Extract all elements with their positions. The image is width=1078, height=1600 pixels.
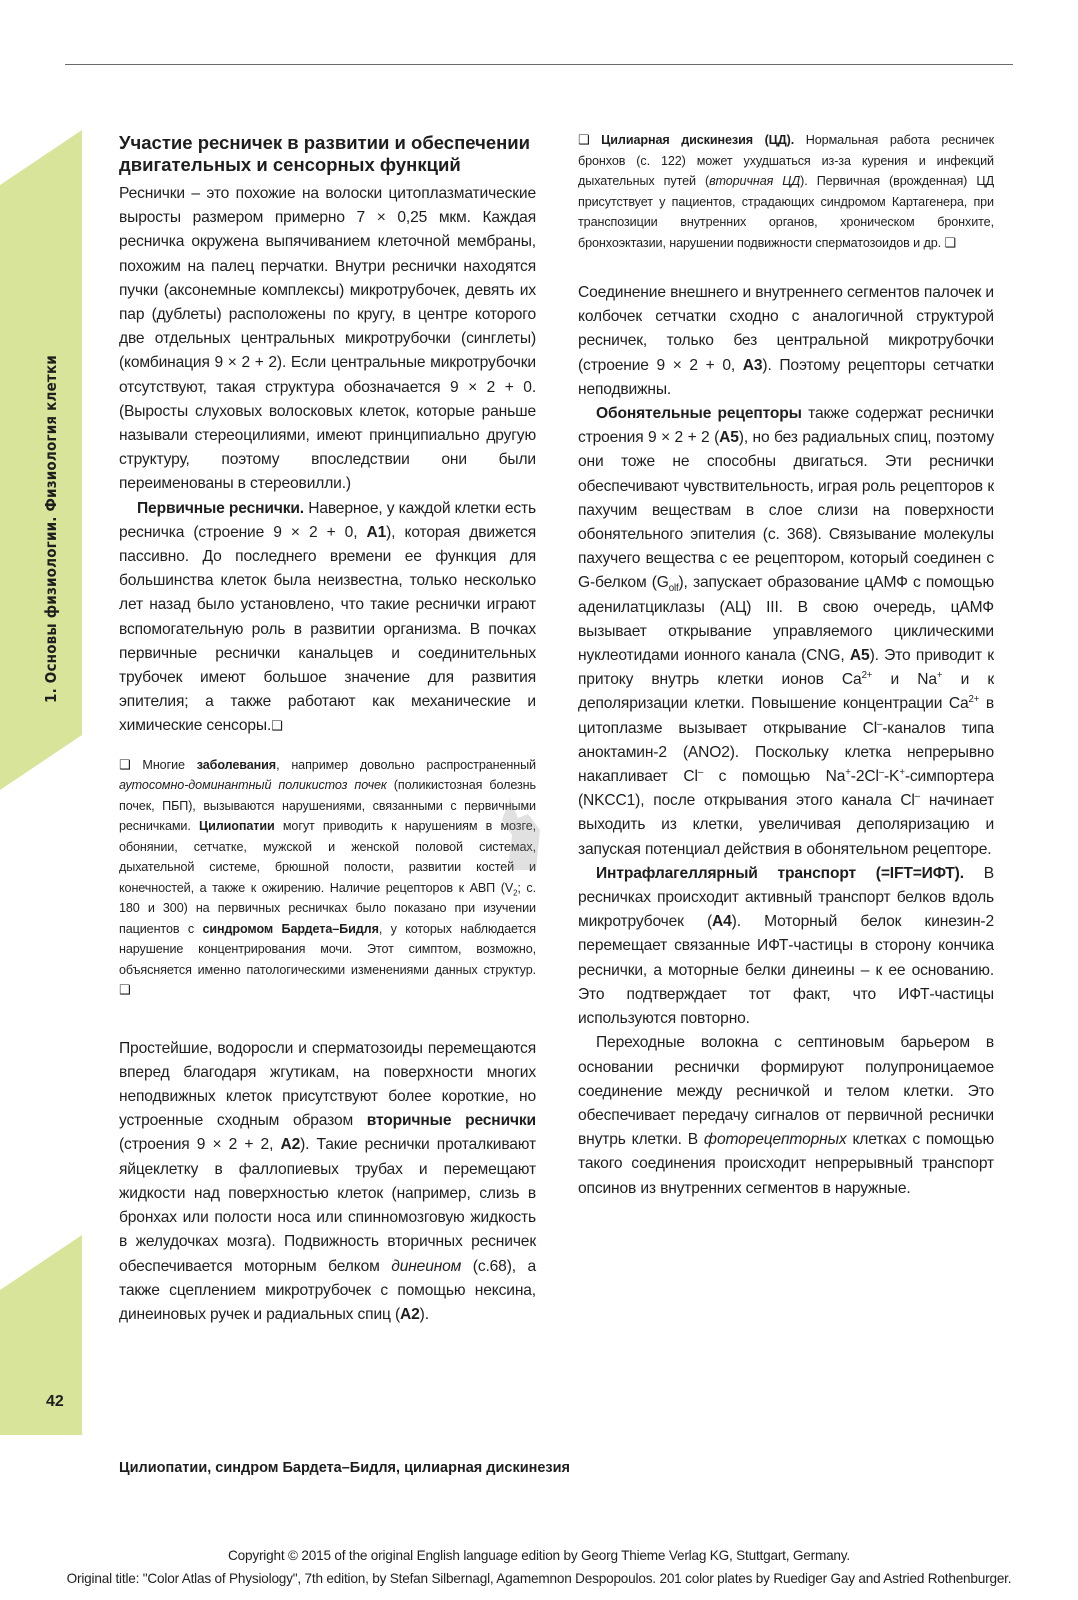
superscript: – xyxy=(914,791,920,803)
spacer xyxy=(119,1001,536,1037)
box-start-icon: ❑ xyxy=(578,132,590,147)
paragraph-photoreceptor-segments xyxy=(578,281,994,402)
box-end-icon: ❑ xyxy=(271,718,283,734)
page-number: 42 xyxy=(46,1393,64,1410)
chapter-label: 1. Основы физиологии. Физиология клетки xyxy=(42,355,60,703)
text-span: и Na xyxy=(872,671,937,689)
superscript: + xyxy=(936,670,943,682)
text-span: (строения 9 × 2 + 2, xyxy=(119,1136,281,1154)
text-span: с помощью Na xyxy=(703,768,846,786)
spacer xyxy=(578,253,994,281)
paragraph-olfactory-receptors xyxy=(578,402,994,862)
figure-ref: A5 xyxy=(849,647,870,665)
text-span: и к деполяризации клетки. Повышение концентрации Ca xyxy=(578,671,994,713)
top-rule xyxy=(65,64,1013,65)
right-column xyxy=(578,130,994,1201)
text-span: Наверное, у каждой клетки есть ресничка (строение 9 × 2 + 0, xyxy=(119,499,537,541)
paragraph-cilia-intro: Реснички – это похожие на волоски цитоплазматические выросты размером примерно 7 × 0,25 мкм. Каждая ресничка окружена выпячиванием клеточной мембраны, похожим на палец перчатки. Внутри реснички находятся пучки (аксонемные комплексы) микротрубочек, девять их пар (дублеты) расположены по кругу, в центре которого две отдельных центральных микротрубочки (синглеты) (комбинация 9 × 2 + 2). Если центральные микротрубочки отсутствуют, такая структура обозначается 9 × 2 + 0. (Выросты слуховых волосковых клеток, которые раньше называли стереоцилиями, имеют принципиально другую структуру, поэтому впоследствии они были переименованы в стереовилли.) xyxy=(119,185,536,493)
text-span: ), которая движется пассивно. До последнего времени ее функция для большинства клеток была неизвестна, только несколько лет назад было установлено, что такие реснички играют вспомогательную роль в развитии организма. В почках первичные реснички канальцев и соединительных трубочек имеют большое значение для развития эпителия; а также работают как механические и химические сенсоры. xyxy=(119,523,536,735)
paragraph-primary-cilia xyxy=(119,497,536,739)
text-span: -каналов типа аноктамин-2 (ANO2). Поскольку клетка непрерывно накапливает Cl xyxy=(578,719,994,786)
text-span: в цитоплазме вызывает открывание Cl xyxy=(578,695,994,737)
text-span: Соединение внешнего и внутреннего сегментов палочек и колбочек сетчатки сходно с аналогичной структурой ресничек, только без центральной микротрубочки (строение 9 × 2 + 0, xyxy=(578,284,994,374)
figure-ref: A1 xyxy=(366,523,387,541)
term-ift: Интрафлагеллярный транспорт (=IFT=ИФТ). xyxy=(596,864,964,882)
figure-ref: A2 xyxy=(400,1305,420,1323)
text-span: -симпортера (NKCC1), после открывания этого канала Cl xyxy=(578,768,995,810)
page-number-tab xyxy=(0,1235,82,1435)
term-adpkd: аутосомно-доминантный поликистоз почек xyxy=(119,778,387,793)
term-olfactory-receptors: Обонятельные рецепторы xyxy=(596,405,802,423)
text-span: ), но без радиальных спиц, поэтому они тоже не способны двигаться. Эти реснички обеспечивают чувствительность, играя роль рецепторов к пахучим веществам в слое слизи на поверхности обонятельного эпителия (с. 368). Связывание молекулы пахучего вещества с ее рецептором, который соединен с G-белком (G xyxy=(578,429,994,592)
box-end-icon: ❑ xyxy=(944,234,956,250)
spacer xyxy=(119,739,536,755)
text-span: ), запускает образование цАМФ с помощью аденилатциклазы (АЦ) III. В свою очередь, цАМФ вызывает открывание управляемого циклическими нуклеотидами ионного канала (CNG, xyxy=(578,574,994,665)
superscript: – xyxy=(877,718,883,730)
copyright-line-2: Original title: "Color Atlas of Physiology", 7th edition, by Stefan Silbernagl, Agamemnon Despopoulos. 201 color plates by Ruediger Gay and Astried Rothenburger. xyxy=(66,1571,1012,1586)
text-span: ). Это приводит к притоку внутрь клетки ионов Ca xyxy=(578,647,994,689)
box-start-icon: ❑ xyxy=(119,756,131,772)
text-span: Переходные волокна с септиновым барьером в основании реснички формируют полупроницаемое соединение между ресничкой и телом клетки. Это обеспечивает передачу сигналов от первичной реснички внутрь клетки. В xyxy=(578,1034,994,1149)
superscript: + xyxy=(899,766,905,778)
superscript: + xyxy=(845,766,851,778)
text-span: Нормальная работа ресничек бронхов (с. 122) может ухудшаться из-за курения и инфекций дыхательных путей ( xyxy=(578,133,994,188)
note-ciliary-dyskinesia xyxy=(578,130,994,253)
term-primary-cilia: Первичные реснички. xyxy=(137,499,304,517)
term-dynein: динеином xyxy=(391,1257,462,1275)
page-tab-shape xyxy=(0,1235,82,1435)
text-span: , у которых наблюдается нарушение концентрирования мочи. Этот симптом, возможно, объясняется именно патологическими изменениями данных структур. xyxy=(119,921,536,977)
superscript: 2+ xyxy=(968,694,980,706)
chapter-side-band xyxy=(0,130,82,790)
text-span: ). Первичная (врожденная) ЦД присутствует у пациентов, страдающих синдромом Картагенера, при транспозиции внутренних органов, хроническом бронхите, бронхоэктазии, нарушении подвижности сперматозоидов и др. xyxy=(578,174,994,250)
text-span: начинает выходить из клетки, увеличивая деполяризацию и запуская потенциал действия в обонятельном рецепторе. xyxy=(578,792,994,858)
paragraph-transition-fibers xyxy=(578,1031,994,1200)
term-ciliopathies: Цилиопатии xyxy=(198,819,275,834)
figure-ref: A4 xyxy=(712,913,732,931)
superscript: – xyxy=(878,766,885,778)
note-ciliopathies xyxy=(119,755,536,1001)
text-span: ). Такие реснички проталкивают яйцеклетку в фаллопиевых трубах и перемещают жидкости над поверхностью клеток (например, слизь в бронхах или полости носа или спинномозговую жидкость в желудочках мозга). Подвижность вторичных ресничек обеспечивается моторным белком xyxy=(119,1136,536,1275)
text-span: ). Моторный белок кинезин-2 перемещает связанные ИФТ-частицы в сторону кончика реснички, а моторные белки динеины – к ее основанию. Это подтверждает тот факт, что ИФТ-частицы используются повторно. xyxy=(578,913,994,1028)
text-span: могут приводить к нарушениям в мозге, обонянии, сетчатке, мужской и женской половой системах, дыхательной системе, брюшной полости, развитии костей и конечностей, а также к ожирению. Наличие рецепторов к АВП (V xyxy=(119,819,537,895)
text-span: В ресничках происходит активный транспорт белков вдоль микротрубочек ( xyxy=(578,864,994,931)
paragraph-secondary-cilia xyxy=(119,1037,536,1327)
term-secondary-cilia: вторичные реснички xyxy=(366,1112,536,1130)
box-end-icon: ❑ xyxy=(119,982,131,998)
section-heading: Участие ресничек в развитии и обеспечении двигательных и сенсорных функций xyxy=(119,132,531,175)
publisher-watermark-icon xyxy=(488,790,558,880)
text-span: ). xyxy=(419,1305,429,1323)
text-span: (с.68), а также сцеплением микротрубочек с помощью нексина, динеиновых ручек и радиальных спиц ( xyxy=(119,1257,536,1323)
side-band-shape xyxy=(0,130,82,790)
text-span: (поликистозная болезнь почек, ПБП), вызываются нарушениями, связанными с первичными ресничками. xyxy=(119,778,536,834)
subscript: olf xyxy=(668,583,679,595)
text-span: -2Cl xyxy=(850,768,879,786)
term-diseases: заболевания xyxy=(196,757,277,772)
subscript: 2 xyxy=(513,888,518,898)
figure-ref: A5 xyxy=(719,429,739,447)
text-span: клетках с помощью такого соединения происходит непрерывный транспорт опсинов из внутренних сегментов в наружные. xyxy=(578,1131,994,1197)
copyright-line-1: Copyright © 2015 of the original English language edition by Georg Thieme Verlag KG, Stuttgart, Germany. xyxy=(228,1548,850,1563)
text-span: также содержат реснички строения 9 × 2 + 2 ( xyxy=(578,405,994,447)
term-secondary-cd: вторичная ЦД xyxy=(709,174,801,188)
text-span: Простейшие, водоросли и сперматозоиды перемещаются вперед благодаря жгутикам, на поверхности многих неподвижных клеток присутствуют более короткие, но устроенные сходным образом xyxy=(119,1039,536,1130)
term-ciliary-dyskinesia: Цилиарная дискинезия (ЦД). xyxy=(589,133,795,147)
left-column xyxy=(119,130,536,1327)
superscript: 2+ xyxy=(861,670,873,682)
figure-ref: A3 xyxy=(742,356,763,374)
text-span: -K xyxy=(884,768,900,786)
text-span: , например довольно распространенный xyxy=(276,757,536,772)
paragraph-ift xyxy=(578,862,994,1031)
text-span: Многие xyxy=(130,757,197,772)
term-bardet-biedl: синдромом Бардета–Бидля xyxy=(202,921,379,936)
keywords-line: Цилиопатии, синдром Бардета–Бидля, цилиарная дискинезия xyxy=(119,1460,571,1476)
text-span: ). Поэтому рецепторы сетчатки неподвижны. xyxy=(578,356,994,398)
term-photoreceptor: фоторецепторных xyxy=(703,1131,847,1149)
superscript: – xyxy=(697,766,704,778)
text-span: ; с. 180 и 300) на первичных ресничках было показано при изучении пациентов с xyxy=(119,880,536,936)
figure-ref: A2 xyxy=(280,1136,301,1154)
